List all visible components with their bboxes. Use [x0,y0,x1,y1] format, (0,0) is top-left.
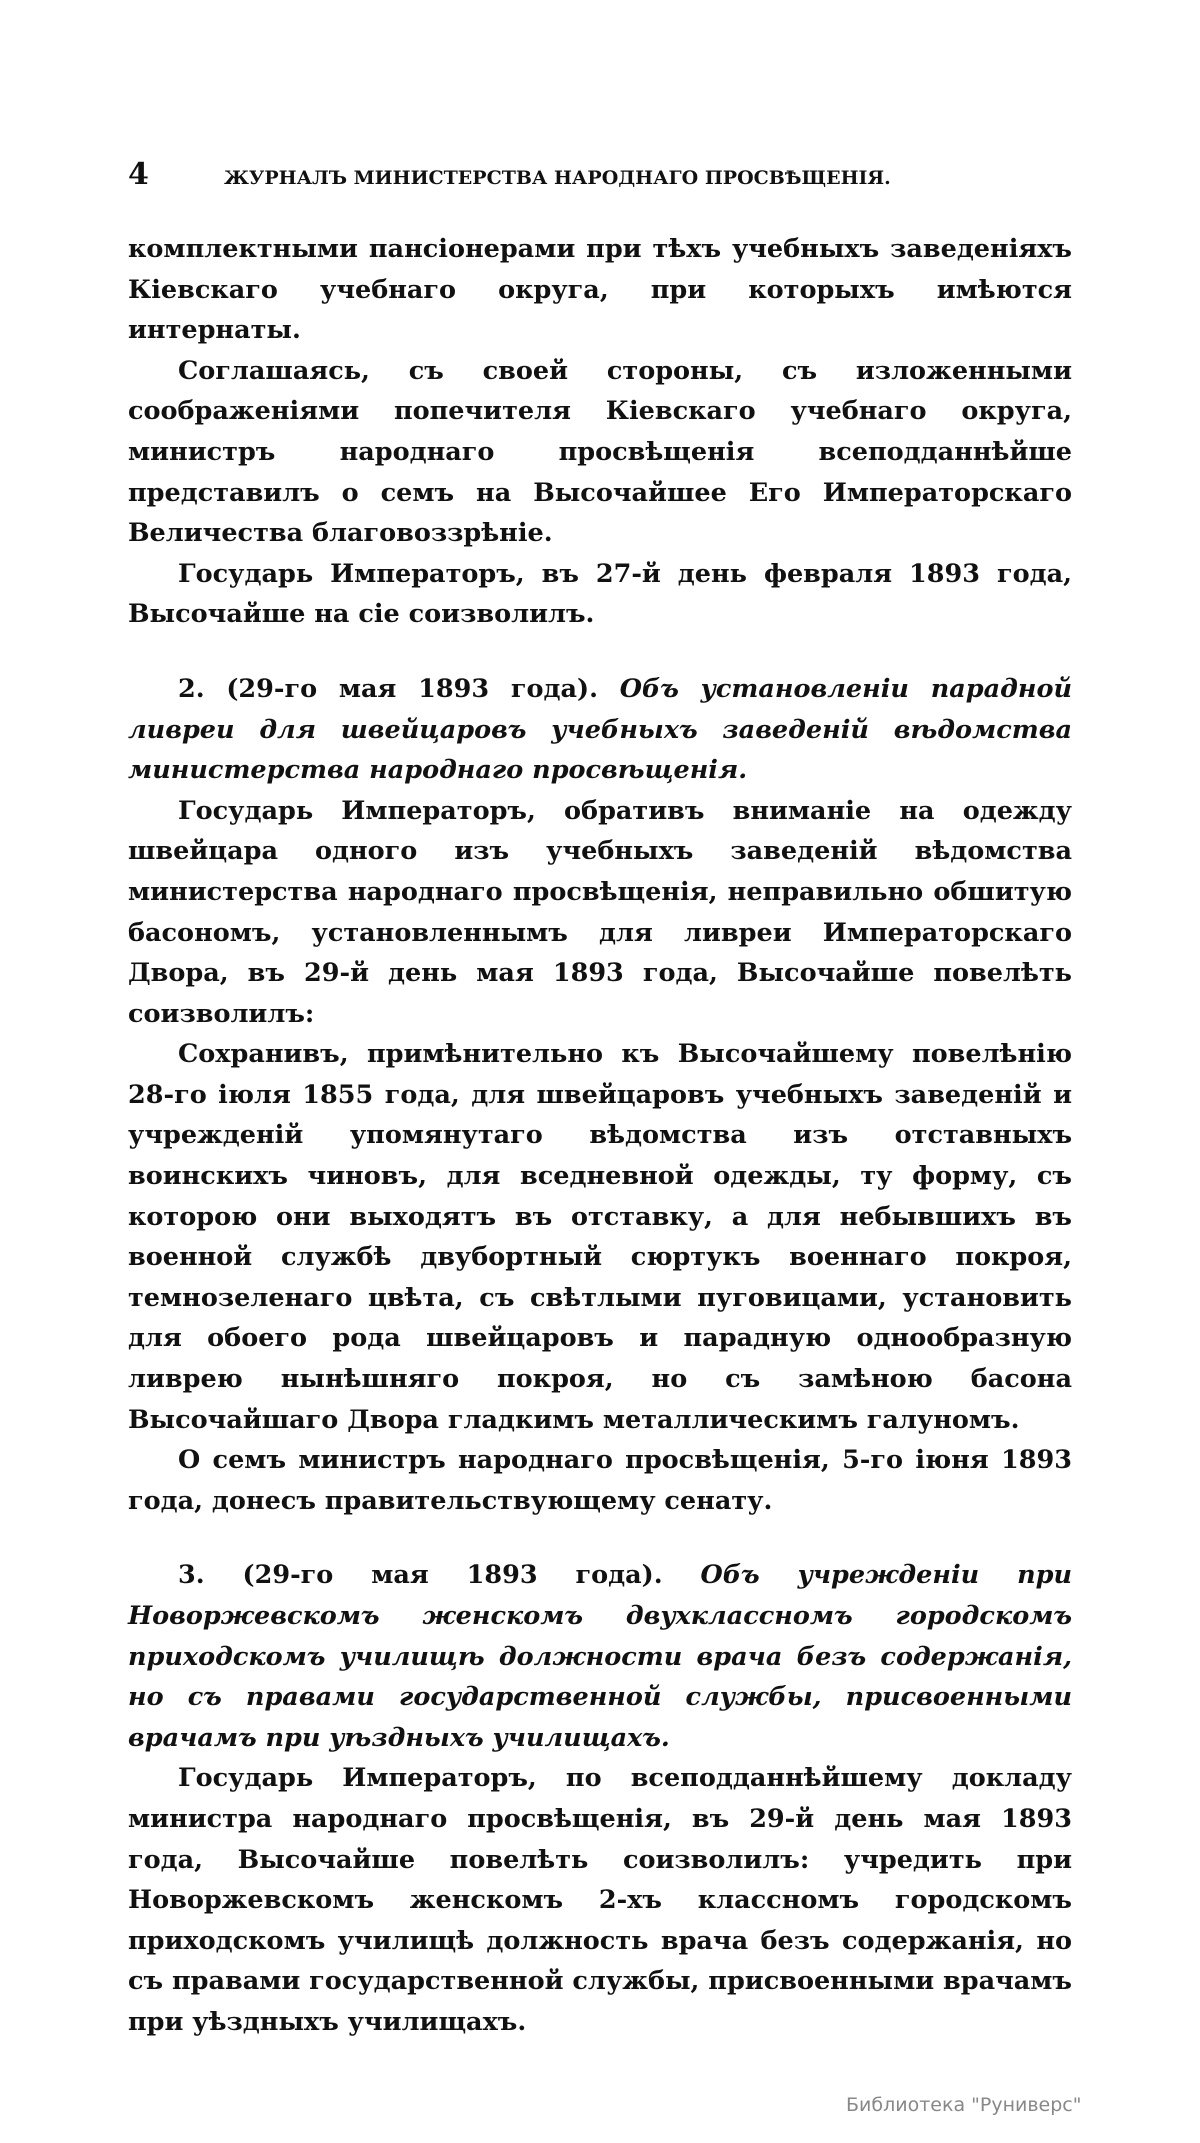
section-title: Объ учрежденіи при Новоржевскомъ женскомъ двухклассномъ городскомъ приходскомъ училищѣ должности врача безъ содержанія, но съ правами государственной службы, присвоенными врачамъ при уѣздныхъ училищахъ. [128,1560,1072,1753]
library-watermark: Библиотека "Руниверс" [846,2093,1082,2116]
section-number-date: 2. (29-го мая 1893 года). [178,673,598,704]
section-title: Объ установленіи парадной ливреи для швейцаровъ учебныхъ заведеній вѣдомства министерства народнаго просвѣщенія. [128,673,1072,786]
document-page [128,0,1072,2043]
section-heading-2 [128,669,1072,791]
paragraph: Государь Императоръ, въ 27-й день февраля 1893 года, Высочайше на сіе соизволилъ. [128,558,1072,630]
page-number: 4 [128,157,149,192]
section-heading-3 [128,1555,1072,1758]
page-header [128,158,1072,195]
section-number-date: 3. (29-го мая 1893 года). [178,1560,663,1591]
paragraph-continuation: комплектными пансіонерами при тѣхъ учебныхъ заведеніяхъ Кіевскаго учебнаго округа, при которыхъ имѣются интернаты. [128,234,1072,346]
paragraph: О семъ министръ народнаго просвѣщенія, 5-го іюня 1893 года, донесъ правительствующему сенату. [128,1445,1072,1516]
page-footer [0,2083,1200,2143]
paragraph: Государь Императоръ, обративъ вниманіе на одежду швейцара одного изъ учебныхъ заведеній вѣдомства министерства народнаго просвѣщенія, неправильно обшитую басономъ, установленнымъ для ливреи Императорскаго Двора, въ 29-й день мая 1893 года, Высочайше повелѣть соизволилъ: [128,795,1072,1029]
paragraph: Сохранивъ, примѣнительно къ Высочайшему повелѣнію 28-го іюля 1855 года, для швейцаровъ учебныхъ заведеній и учрежденій упомянутаго вѣдомства изъ отставныхъ воинскихъ чиновъ, для вседневной одежды, ту форму, съ которою они выходятъ въ отставку, а для небывшихъ въ военной службѣ двубортный сюртукъ военнаго покроя, темнозеленаго цвѣта, съ свѣтлыми пуговицами, установить для обоего рода швейцаровъ и парадную однообразную ливрею нынѣшняго покроя, но съ замѣною басона Высочайшаго Двора гладкимъ металлическимъ галуномъ. [128,1039,1072,1435]
running-title: ЖУРНАЛЪ МИНИСТЕРСТВА НАРОДНАГО ПРОСВѢЩЕНІЯ. [224,167,891,189]
paragraph: Соглашаясь, съ своей стороны, съ изложенными соображеніями попечителя Кіевскаго учебнаго округа, министръ народнаго просвѣщенія всеподданнѣйше представилъ о семъ на Высочайшее Его Императорскаго Величества благовоззрѣніе. [128,355,1072,549]
paragraph: Государь Императоръ, по всеподданнѣйшему докладу министра народнаго просвѣщенія, въ 29-й день мая 1893 года, Высочайше повелѣть соизволилъ: учредить при Новоржевскомъ женскомъ 2-хъ классномъ городскомъ приходскомъ училищѣ должность врача безъ содержанія, но съ правами государственной службы, присвоенными врачамъ при уѣздныхъ училищахъ. [128,1763,1072,2037]
